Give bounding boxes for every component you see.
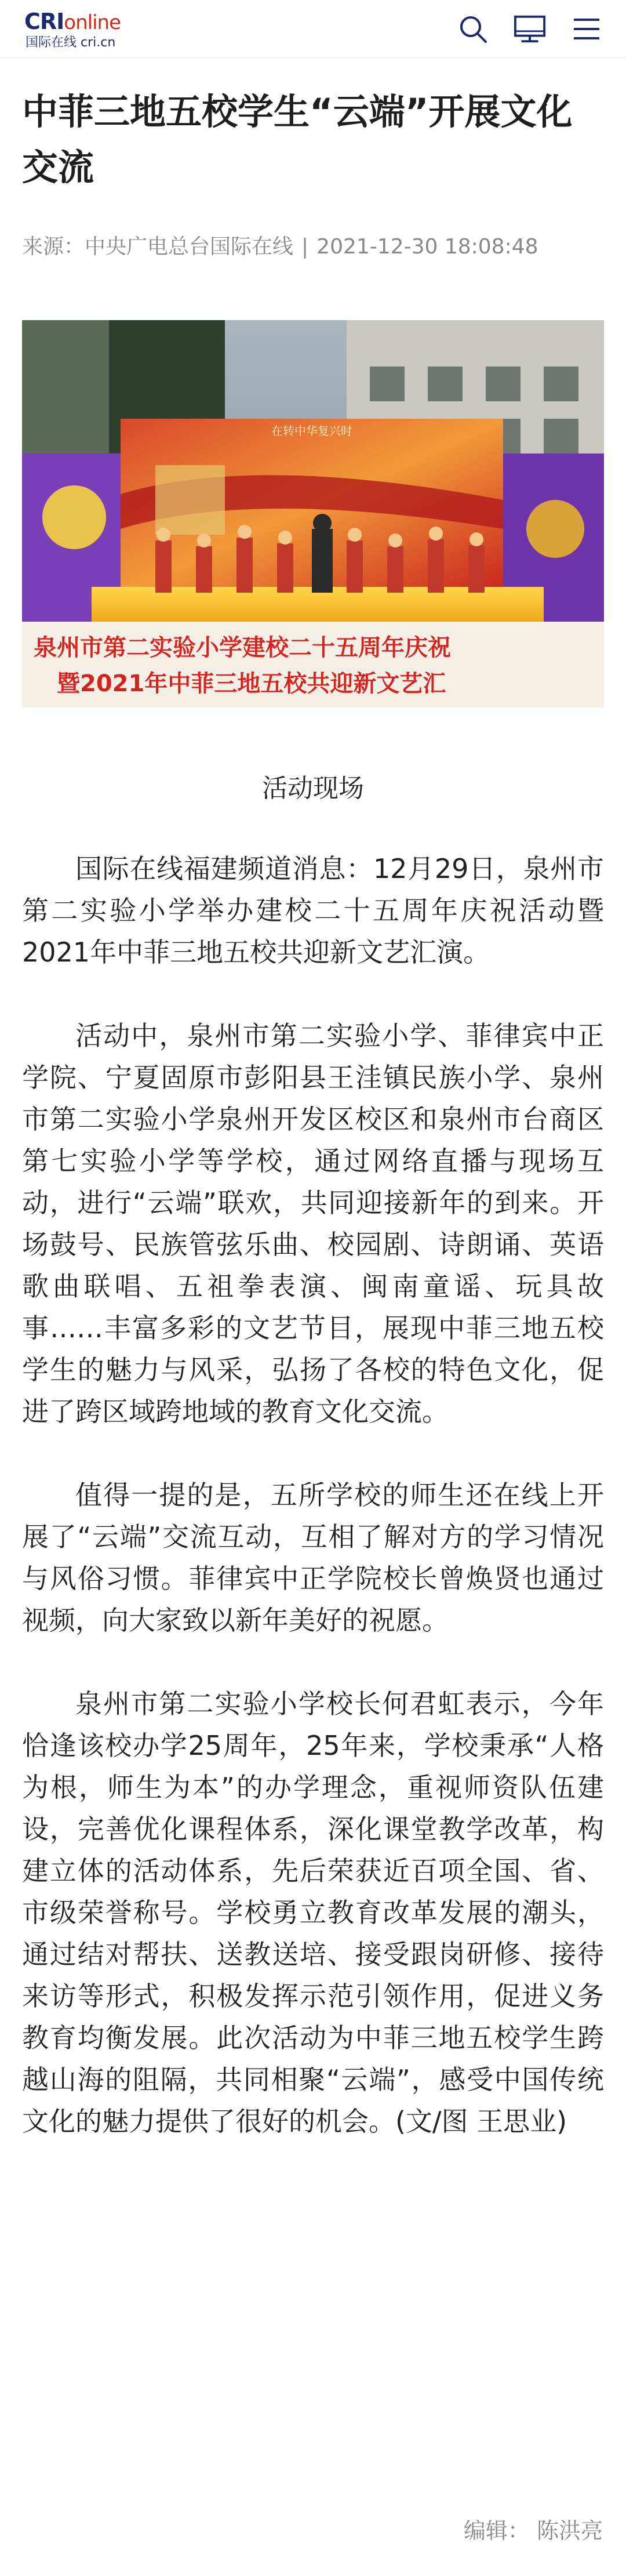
meta-separator: | — [301, 235, 309, 259]
event-photo-illustration — [22, 320, 604, 708]
page-title: 中菲三地五校学生“云端”开展文化交流 — [22, 90, 573, 188]
image-banner-line1: 泉州市第二实验小学建校二十五周年庆祝 — [34, 634, 451, 661]
logo-mark: CRI — [24, 9, 64, 34]
photo-caption: 活动现场 — [262, 774, 364, 803]
logo-online: online — [64, 11, 121, 34]
header-actions — [457, 13, 603, 45]
image-screen-text: 在转中华复兴时 — [271, 424, 352, 438]
article-body — [22, 848, 604, 2184]
source-name[interactable]: 中央广电总台国际在线 — [85, 235, 294, 259]
monitor-icon[interactable] — [514, 13, 546, 45]
image-banner-line2: 暨2021年中菲三地五校共迎新文艺汇 — [57, 670, 446, 697]
menu-icon[interactable] — [570, 13, 603, 45]
article-paragraph: 活动中，泉州市第二实验小学、菲律宾中正学院、宁夏固原市彭阳县王洼镇民族小学、泉州市第二实验小学泉州开发区校区和泉州市台商区第七实验小学等学校，通过网络直播与现场互动，进行“云端”联欢，共同迎接新年的到来。开场鼓号、民族管弦乐曲、校园剧、诗朗诵、英语歌曲联唱、五祖拳表演、闽南童谣、玩具故事……丰富多彩的文艺节目，展现中菲三地五校学生的魅力与风采，弘扬了各校的特色文化，促进了跨区域跨地域的教育文化交流。 — [22, 1020, 604, 1427]
editor-credit: 编辑： 陈洪亮 — [463, 2518, 603, 2544]
cri-online-logo[interactable] — [24, 9, 134, 51]
publish-datetime: 2021-12-30 18:08:48 — [316, 235, 538, 259]
logo-subtitle: 国际在线 cri.cn — [26, 35, 116, 50]
source-label: 来源： — [22, 235, 85, 259]
article-paragraph: 泉州市第二实验小学校长何君虹表示，今年恰逢该校办学25周年，25年来，学校秉承“人格为根，师生为本”的办学理念，重视师资队伍建设，完善优化课程体系，深化课堂教学改革，构建立体的活动体系，先后荣获近百项全国、省、市级荣誉称号。学校勇立教育改革发展的潮头，通过结对帮扶、送教送培、接受跟岗研修、接待来访等形式，积极发挥示范引领作用，促进义务教育均衡发展。此次活动为中菲三地五校学生跨越山海的阻隔，共同相聚“云端”，感受中国传统文化的魅力提供了很好的机会。(文/图 王思业) — [22, 1688, 604, 2137]
article-paragraph: 国际在线福建频道消息：12月29日，泉州市第二实验小学举办建校二十五周年庆祝活动暨2021年中菲三地五校共迎新文艺汇演。 — [22, 853, 604, 968]
search-icon[interactable] — [457, 13, 489, 45]
top-bar — [0, 0, 626, 58]
article-meta — [22, 232, 538, 262]
logo-wordmark — [24, 9, 121, 35]
article-paragraph: 值得一提的是，五所学校的师生还在线上开展了“云端”交流互动，互相了解对方的学习情况与风俗习惯。菲律宾中正学院校长曾焕贤也通过视频，向大家致以新年美好的祝愿。 — [22, 1479, 604, 1636]
article-photo — [22, 320, 604, 708]
